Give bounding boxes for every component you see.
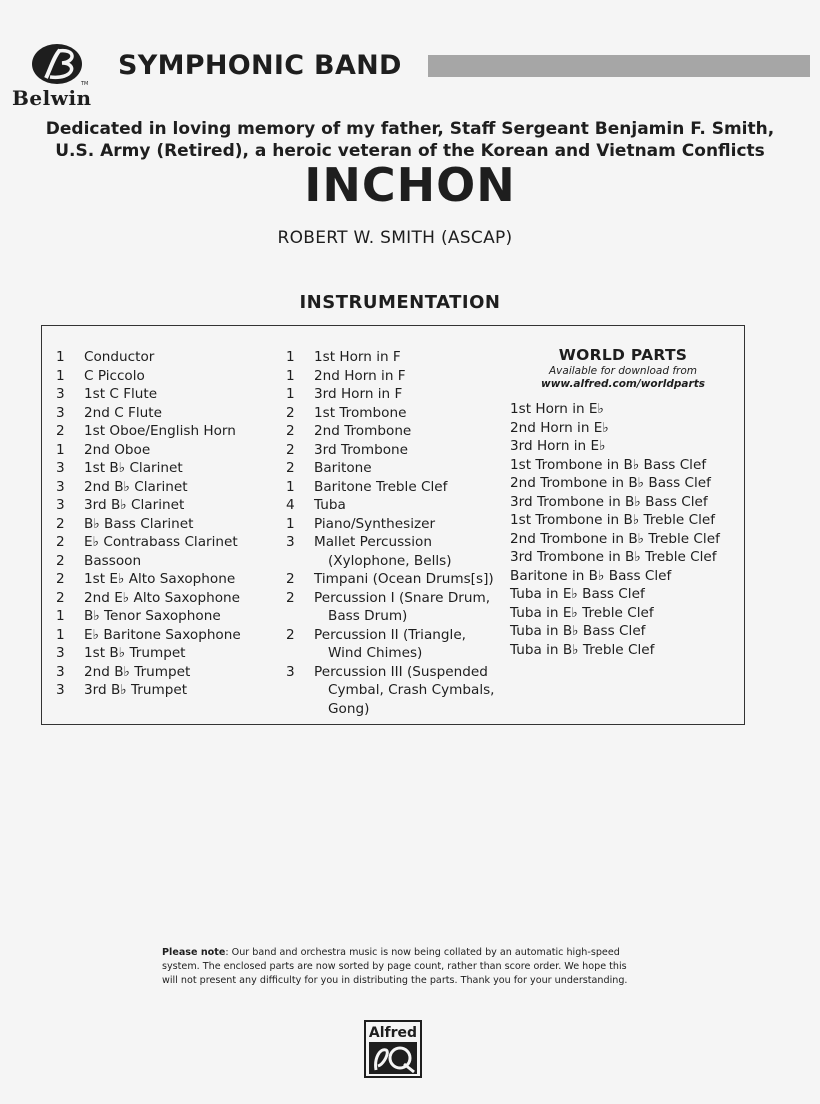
instrument-row (286, 478, 495, 497)
world-part-item: 3rd Horn in E♭ (510, 438, 606, 454)
instrument-count: 2 (56, 589, 65, 606)
instrument-row (56, 533, 241, 552)
instrument-count: 1 (286, 367, 295, 384)
instrument-name: 2nd B♭ Clarinet (84, 478, 188, 495)
instrument-row (56, 367, 241, 386)
instrument-count: 2 (286, 571, 295, 587)
instrument-row (286, 441, 495, 460)
dedication (0, 118, 820, 162)
instrument-name: Wind Chimes) (328, 645, 423, 661)
composer: ROBERT W. SMITH (ASCAP) (277, 228, 513, 248)
instrument-row (286, 422, 495, 441)
publisher-logo-text: Belwin (12, 86, 92, 110)
world-part-item: 3rd Trombone in B♭ Treble Clef (510, 549, 717, 565)
instrument-name: Gong) (328, 700, 370, 717)
instrument-row (286, 459, 495, 478)
world-part-item: Tuba in B♭ Bass Clef (510, 623, 646, 639)
instrument-row (56, 607, 241, 626)
instrument-count: 1 (56, 441, 65, 458)
instrument-name: 1st C Flute (84, 386, 158, 402)
instrument-name: Conductor (84, 349, 155, 365)
instrument-count: 3 (56, 663, 65, 680)
alfred-logo-text: Alfred (368, 1025, 418, 1041)
note-label: Please note (162, 947, 226, 958)
world-parts (510, 346, 736, 659)
world-parts-url: www.alfred.com/worldparts (541, 378, 705, 390)
instrument-name: 2nd E♭ Alto Saxophone (84, 589, 241, 606)
instrument-row (286, 533, 495, 552)
instrument-name: 1st E♭ Alto Saxophone (84, 571, 236, 587)
instrument-row (56, 404, 241, 423)
instrumentation-column-2 (286, 348, 495, 718)
instrument-count: 3 (56, 386, 65, 402)
instrument-count: 3 (56, 404, 65, 421)
instrument-name: E♭ Baritone Saxophone (84, 626, 241, 643)
world-parts-subtitle: Available for download from (548, 365, 698, 377)
instrument-name: 1st Oboe/English Horn (84, 423, 236, 439)
instrument-row (56, 385, 241, 404)
instrument-count: 2 (286, 460, 295, 476)
instrument-name: 2nd Horn in F (314, 367, 406, 384)
instrument-row (56, 478, 241, 497)
instrument-count (286, 700, 314, 719)
instrument-name: 3rd B♭ Trumpet (84, 682, 188, 698)
instrument-row (56, 570, 241, 589)
instrument-count (286, 681, 314, 700)
collation-note (162, 946, 642, 988)
instrumentation-column-1 (56, 348, 241, 700)
series-bar (428, 55, 810, 77)
instrument-row (286, 663, 495, 682)
alfred-logo-icon (364, 1020, 422, 1078)
instrument-name: (Xylophone, Bells) (328, 552, 452, 569)
instrument-name: B♭ Tenor Saxophone (84, 608, 221, 624)
instrument-row (286, 681, 495, 700)
world-part-item: Baritone in B♭ Bass Clef (510, 567, 672, 584)
world-part-item: Tuba in E♭ Treble Clef (510, 604, 654, 621)
instrument-count: 2 (286, 404, 295, 421)
instrument-name: 2nd B♭ Trumpet (84, 663, 191, 680)
instrument-row (56, 552, 241, 571)
instrument-name: 2nd C Flute (84, 404, 162, 421)
instrument-count: 1 (286, 478, 295, 495)
instrument-count (286, 552, 314, 571)
instrument-row (56, 589, 241, 608)
instrument-name: Bassoon (84, 552, 142, 569)
instrumentation-heading: INSTRUMENTATION (299, 292, 501, 313)
instrument-row (286, 515, 495, 534)
instrument-name: 1st Horn in F (314, 349, 401, 365)
instrument-name: Bass Drum) (328, 608, 408, 624)
instrument-count: 3 (56, 682, 65, 698)
instrument-count: 1 (286, 349, 295, 365)
instrument-count: 3 (286, 663, 295, 680)
instrument-count: 1 (286, 386, 295, 402)
instrument-row (286, 385, 495, 404)
instrument-row (56, 441, 241, 460)
instrument-name: Cymbal, Crash Cymbals, (328, 682, 495, 698)
instrument-row (56, 681, 241, 700)
instrument-row (56, 663, 241, 682)
instrument-row (286, 644, 495, 663)
instrument-count: 3 (56, 460, 65, 476)
dedication-line-2: U.S. Army (Retired), a heroic veteran of the Korean and Vietnam Conflicts (55, 141, 765, 161)
instrument-row (286, 570, 495, 589)
instrument-count: 1 (56, 608, 65, 624)
instrument-name: 1st B♭ Trumpet (84, 645, 186, 661)
instrument-row (56, 422, 241, 441)
instrument-count: 3 (56, 497, 65, 513)
instrument-row (56, 515, 241, 534)
instrument-row (286, 626, 495, 645)
instrument-name: 3rd Horn in F (314, 386, 403, 402)
instrument-count: 2 (56, 571, 65, 587)
instrument-name: 1st B♭ Clarinet (84, 460, 183, 476)
instrument-count: 2 (286, 441, 295, 458)
instrument-count: 2 (56, 534, 65, 550)
world-part-item: 2nd Horn in E♭ (510, 419, 609, 436)
svg-text:TM: TM (81, 81, 88, 87)
instrument-row (286, 496, 495, 515)
instrument-count: 3 (286, 534, 295, 550)
instrument-row (56, 459, 241, 478)
instrument-row (56, 348, 241, 367)
instrument-name: 2nd Trombone (314, 423, 412, 439)
instrument-count: 4 (286, 497, 295, 513)
instrument-name: Percussion II (Triangle, (314, 626, 466, 643)
instrument-count: 2 (286, 423, 295, 439)
instrument-name: 3rd Trombone (314, 441, 409, 458)
note-text: : Our band and orchestra music is now being collated by an automatic high-speed system. The enclosed parts are now sorted by page count, rather than score order. We hope this will not present any difficulty for you in distributing the parts. Thank you for your understanding. (162, 947, 628, 986)
instrument-row (56, 644, 241, 663)
world-part-item: Tuba in E♭ Bass Clef (510, 586, 645, 602)
instrument-count: 2 (286, 589, 295, 606)
world-part-item: Tuba in B♭ Treble Clef (510, 641, 655, 658)
instrument-count: 2 (56, 552, 65, 569)
instrument-count: 1 (286, 515, 295, 532)
instrument-row (286, 367, 495, 386)
instrument-name: 2nd Oboe (84, 441, 151, 458)
instrument-count: 2 (56, 515, 65, 532)
instrument-row (286, 404, 495, 423)
world-parts-list (510, 400, 736, 659)
world-part-item: 2nd Trombone in B♭ Treble Clef (510, 530, 720, 547)
instrument-name: Baritone (314, 460, 372, 476)
world-parts-title: WORLD PARTS (558, 346, 688, 364)
instrument-name: Tuba (314, 497, 346, 513)
world-part-item: 3rd Trombone in B♭ Bass Clef (510, 493, 708, 510)
dedication-line-1: Dedicated in loving memory of my father, Staff Sergeant Benjamin F. Smith, (45, 119, 775, 139)
instrument-name: Piano/Synthesizer (314, 515, 436, 532)
instrument-name: Percussion III (Suspended (314, 663, 488, 680)
instrument-name: Baritone Treble Clef (314, 478, 448, 495)
world-part-item: 2nd Trombone in B♭ Bass Clef (510, 475, 711, 491)
instrument-row (56, 626, 241, 645)
instrument-row (286, 589, 495, 608)
instrument-name: Timpani (Ocean Drums[s]) (314, 571, 494, 587)
instrument-name: Percussion I (Snare Drum, (314, 589, 491, 606)
instrument-count: 3 (56, 645, 65, 661)
instrument-name: B♭ Bass Clarinet (84, 515, 194, 532)
instrument-name: C Piccolo (84, 367, 145, 384)
instrument-row (286, 348, 495, 367)
instrument-count: 1 (56, 349, 65, 365)
instrument-name: Mallet Percussion (314, 534, 432, 550)
world-part-item: 1st Trombone in B♭ Treble Clef (510, 512, 716, 528)
instrument-row (286, 552, 495, 571)
instrument-row (286, 700, 495, 719)
instrument-count: 1 (56, 367, 65, 384)
belwin-logo-icon (30, 42, 88, 88)
instrument-count: 2 (286, 626, 295, 643)
instrument-name: 3rd B♭ Clarinet (84, 497, 185, 513)
piece-title: INCHON (304, 158, 516, 212)
world-part-item: 1st Horn in E♭ (510, 401, 604, 417)
series-title: SYMPHONIC BAND (118, 50, 402, 81)
instrument-count (286, 644, 314, 663)
world-part-item: 1st Trombone in B♭ Bass Clef (510, 456, 707, 473)
instrument-row (286, 607, 495, 626)
instrument-count (286, 607, 314, 626)
instrument-count: 3 (56, 478, 65, 495)
instrument-count: 1 (56, 626, 65, 643)
instrument-row (56, 496, 241, 515)
instrument-name: 1st Trombone (314, 404, 407, 421)
instrument-name: E♭ Contrabass Clarinet (84, 534, 238, 550)
instrument-count: 2 (56, 423, 65, 439)
